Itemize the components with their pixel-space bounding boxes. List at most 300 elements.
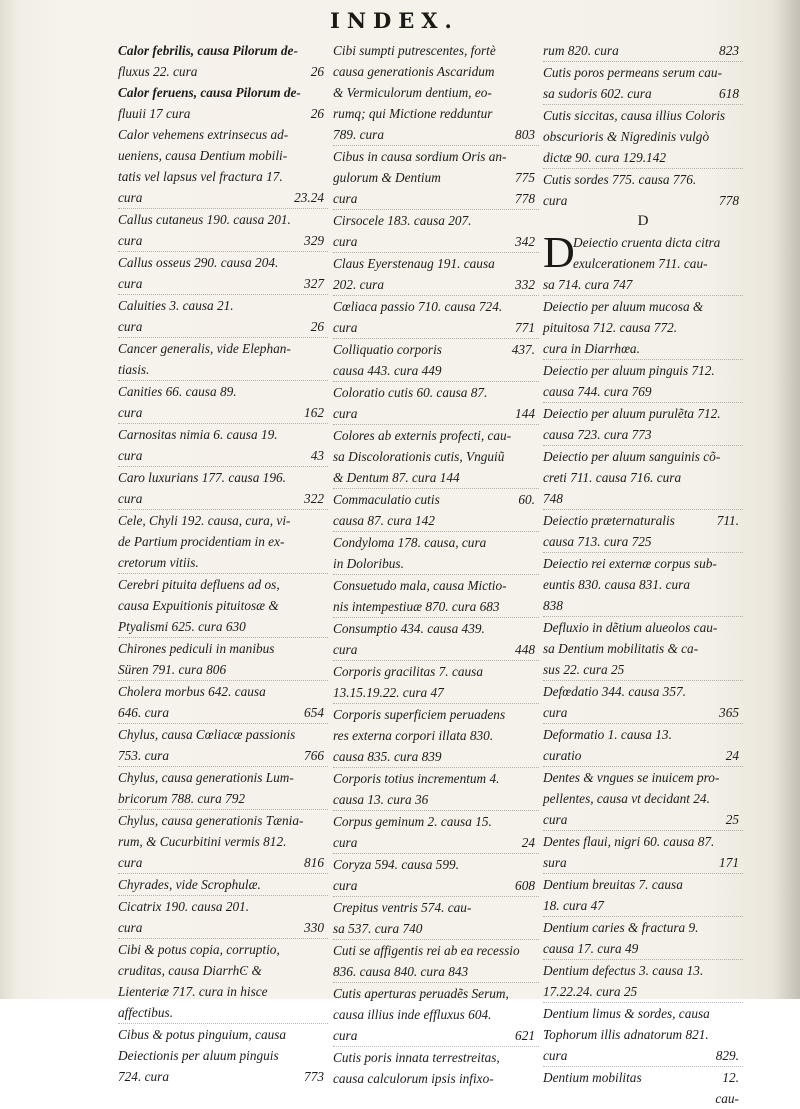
entry-text: Dentium mobilitas (543, 1070, 642, 1085)
index-entry-line (543, 916, 743, 938)
index-entry-line (543, 809, 743, 830)
entry-text: Deformatio 1. causa 13. (543, 727, 672, 742)
index-entry-line (118, 852, 328, 873)
page-reference: 711. (716, 513, 739, 528)
entry-text: in Doloribus. (333, 556, 404, 571)
index-entry-line (118, 552, 328, 573)
page-reference: 342 (515, 234, 535, 249)
index-entry-line (543, 552, 743, 574)
entry-text: Caro luxurians 177. causa 196. (118, 470, 286, 485)
index-entry-line (118, 273, 328, 294)
index-entry-line (118, 380, 328, 402)
entry-text: Cicatrix 190. causa 201. (118, 899, 250, 914)
index-entry-line (333, 767, 539, 789)
entry-text: Deiectio per aluum sanguinis cõ- (543, 449, 721, 464)
index-entry-line (118, 809, 328, 831)
entry-text: causa 723. cura 773 (543, 427, 652, 442)
index-entry-line (333, 553, 539, 574)
index-entry-line (333, 982, 539, 1004)
index-entry-line (118, 208, 328, 230)
index-entry-line (543, 317, 743, 338)
page-reference: 775 (515, 170, 535, 185)
index-entry-line (118, 337, 328, 359)
page-reference: 778 (515, 191, 535, 206)
index-column-2 (333, 40, 539, 1086)
entry-text: Deiectionis per aluum pinguis (118, 1048, 279, 1063)
entry-text: Cutis sordes 775. causa 776. (543, 172, 697, 187)
index-entry-line (333, 40, 539, 61)
index-entry-line (333, 467, 539, 488)
entry-text: Consumptio 434. causa 439. (333, 621, 485, 636)
index-entry-line (333, 746, 539, 767)
index-entry-line (118, 509, 328, 531)
index-entry-line (543, 938, 743, 959)
index-entry-line (333, 961, 539, 982)
entry-text: cura (333, 234, 358, 249)
index-entry-line (118, 445, 328, 466)
page-reference: 329 (304, 233, 324, 248)
index-entry-line (118, 531, 328, 552)
index-entry-line (333, 295, 539, 317)
index-entry-line (333, 209, 539, 231)
entry-text: gulorum & Dentium (333, 170, 441, 185)
index-entry-line (333, 531, 539, 553)
page-reference: 332 (515, 277, 535, 292)
page-reference: 766 (304, 748, 324, 763)
entry-text: 646. cura (118, 705, 169, 720)
entry-text: Deiectio per aluum mucosa & (543, 299, 704, 314)
entry-text: Chylus, causa Cœliacæ passionis (118, 727, 296, 742)
index-entry-line (118, 938, 328, 960)
entry-text: Corporis gracilitas 7. causa (333, 664, 483, 679)
index-entry-line (333, 703, 539, 725)
entry-text: pellentes, causa vt decidant 24. (543, 791, 710, 806)
index-entry-line (543, 445, 743, 467)
entry-text: cura (333, 191, 358, 206)
page-reference: 771 (515, 320, 535, 335)
entry-text: res externa corpori illata 830. (333, 728, 494, 743)
entry-text: causa 13. cura 36 (333, 792, 429, 807)
page-reference: 618 (719, 86, 739, 101)
entry-text: causa illius inde effluxus 604. (333, 1007, 492, 1022)
entry-text: & Vermiculorum dentium, eo- (333, 85, 492, 100)
entry-text: causa calculorum ipsis infixo- (333, 1071, 494, 1086)
entry-text: causa Expuitionis pituitosæ & (118, 598, 279, 613)
index-entry-line (543, 232, 743, 253)
index-entry-line (333, 317, 539, 338)
entry-text: Consuetudo mala, causa Mictio- (333, 578, 507, 593)
index-entry-line (118, 402, 328, 423)
entry-text: Chylus, causa generationis Lum- (118, 770, 294, 785)
entry-text: Chirones pediculi in manibus (118, 641, 275, 656)
entry-text: Deiectio præternaturalis (543, 513, 675, 528)
entry-text: Crepitus ventris 574. cau- (333, 900, 472, 915)
page-reference: 24 (521, 835, 535, 850)
dropcap-letter: D (543, 228, 575, 277)
index-entry-line (118, 723, 328, 745)
index-entry-line (543, 680, 743, 702)
entry-text: 13.15.19.22. cura 47 (333, 685, 444, 700)
entry-text: curatio (543, 748, 582, 763)
entry-text: cura (333, 642, 358, 657)
index-entry-line (333, 124, 539, 145)
entry-text: cura (333, 320, 358, 335)
entry-text: sa Dentium mobilitatis & ca- (543, 641, 699, 656)
index-entry-line (118, 1066, 328, 1087)
entry-text: Coloratio cutis 60. causa 87. (333, 385, 488, 400)
entry-text: Claus Eyerstenaug 191. causa (333, 256, 495, 271)
index-entry-line (543, 147, 743, 168)
index-entry-line (333, 596, 539, 617)
index-entry-line (118, 316, 328, 337)
index-entry-line (333, 231, 539, 252)
entry-text: causa 87. cura 142 (333, 513, 435, 528)
index-entry-line (333, 832, 539, 853)
entry-text: cura (543, 705, 568, 720)
index-entry-line (118, 573, 328, 595)
index-entry-line (118, 145, 328, 166)
index-entry-line (333, 1068, 539, 1089)
entry-text: Cirsocele 183. causa 207. (333, 213, 472, 228)
entry-text: Cibi sumpti putrescentes, fortè (333, 43, 496, 58)
index-entry-line (333, 338, 539, 360)
index-entry-line (333, 510, 539, 531)
entry-text: Lienteriæ 717. cura in hisce (118, 984, 268, 999)
section-letter: D (637, 213, 649, 229)
entry-text: pituitosa 712. causa 772. (543, 320, 678, 335)
entry-text: Colliquatio corporis (333, 342, 442, 357)
entry-text: 836. causa 840. cura 843 (333, 964, 469, 979)
index-entry-line (543, 638, 743, 659)
entry-text: 748 (543, 491, 563, 506)
entry-text: Condyloma 178. causa, cura (333, 535, 487, 550)
entry-text: Caluities 3. causa 21. (118, 298, 234, 313)
index-entry-line (333, 252, 539, 274)
index-entry-line (118, 960, 328, 981)
entry-text: Chylus, causa generationis Tænia- (118, 813, 304, 828)
entry-text: tatis vel lapsus vel fractura 17. (118, 169, 283, 184)
index-entry-line (543, 61, 743, 83)
entry-text: 202. cura (333, 277, 384, 292)
page-reference: 60. (518, 492, 535, 507)
page-reference: 24 (725, 748, 739, 763)
entry-text: rumq; qui Mictione redduntur (333, 106, 493, 121)
index-entry-line (118, 981, 328, 1002)
index-entry-line (333, 188, 539, 209)
entry-text: Cutis siccitas, causa illius Coloris (543, 108, 726, 123)
index-entry-line (543, 531, 743, 552)
index-entry-line (118, 680, 328, 702)
page-reference: 778 (719, 193, 739, 208)
page-reference: 327 (304, 276, 324, 291)
index-entry-line (543, 723, 743, 745)
entry-text: cura (118, 448, 143, 463)
index-entry-line (118, 294, 328, 316)
entry-text: Corporis totius incrementum 4. (333, 771, 500, 786)
page-reference: 437. (511, 342, 535, 357)
index-column-1 (118, 40, 328, 1084)
index-entry-line (118, 1002, 328, 1023)
index-entry-line (118, 637, 328, 659)
index-entry-line (118, 423, 328, 445)
index-entry-line (118, 873, 328, 895)
entry-text: Deiectio cruenta dicta citra (573, 235, 721, 250)
index-entry-line (543, 40, 743, 61)
index-entry-line (118, 1045, 328, 1066)
index-entry-line (543, 981, 743, 1002)
entry-text: 17.22.24. cura 25 (543, 984, 638, 999)
index-entry-line (118, 103, 328, 124)
index-entry-line (333, 1046, 539, 1068)
entry-text: causa 443. cura 449 (333, 363, 442, 378)
entry-text: Defluxio in dẽtium alueolos cau- (543, 620, 718, 635)
entry-text: cura (118, 319, 143, 334)
index-entry-line (333, 274, 539, 295)
entry-text: Cancer generalis, vide Elephan- (118, 341, 291, 356)
entry-text: sa sudoris 602. cura (543, 86, 652, 101)
index-entry-line (543, 766, 743, 788)
index-entry-line (543, 1088, 743, 1109)
entry-text: Canities 66. causa 89. (118, 384, 237, 399)
page-reference: 773 (304, 1069, 324, 1084)
entry-text: Colores ab externis profecti, cau- (333, 428, 512, 443)
entry-text: causa 744. cura 769 (543, 384, 652, 399)
entry-text: fluuii 17 cura (118, 106, 191, 121)
index-entry-line (543, 659, 743, 680)
entry-text: 724. cura (118, 1069, 169, 1084)
entry-text: cura (543, 193, 568, 208)
index-entry-line (118, 766, 328, 788)
page-edge-shadow (774, 0, 800, 999)
index-entry-line (333, 617, 539, 639)
index-column-3 (543, 40, 743, 1106)
entry-text: rum 820. cura (543, 43, 619, 58)
index-entry-line (543, 595, 743, 616)
index-entry-line (543, 1045, 743, 1066)
entry-text: Coryza 594. causa 599. (333, 857, 459, 872)
page-reference: 330 (304, 920, 324, 935)
index-entry-line (333, 939, 539, 961)
index-entry-line (543, 295, 743, 317)
entry-text: Cœliaca passio 710. causa 724. (333, 299, 503, 314)
entry-text: cura (333, 1028, 358, 1043)
page-reference: 171 (719, 855, 739, 870)
entry-text: & Dentum 87. cura 144 (333, 470, 460, 485)
entry-text: de Partium procidentiam in ex- (118, 534, 285, 549)
index-entry-line (333, 682, 539, 703)
index-entry-line (543, 873, 743, 895)
index-entry-line (118, 82, 328, 103)
entry-text: sus 22. cura 25 (543, 662, 625, 677)
page-reference: 654 (304, 705, 324, 720)
index-entry-line (333, 145, 539, 167)
index-entry-line (543, 852, 743, 873)
entry-text: sa 537. cura 740 (333, 921, 423, 936)
index-entry-line (543, 959, 743, 981)
entry-text: Deiectio rei externæ corpus sub- (543, 556, 717, 571)
entry-text: 18. cura 47 (543, 898, 604, 913)
entry-text: Dentium breuitas 7. causa (543, 877, 683, 892)
index-entry-line (333, 1025, 539, 1046)
entry-text: Süren 791. cura 806 (118, 662, 227, 677)
entry-text: 753. cura (118, 748, 169, 763)
index-entry-line (333, 167, 539, 188)
entry-text: cura (118, 920, 143, 935)
index-entry-line (118, 831, 328, 852)
entry-text: Cutis poros permeans serum cau- (543, 65, 723, 80)
entry-text: affectibus. (118, 1005, 174, 1020)
index-entry-line (543, 1002, 743, 1024)
entry-text: cura (118, 190, 143, 205)
page-header: INDEX. (330, 8, 459, 33)
page-reference: 23.24 (294, 190, 324, 205)
index-entry-line (333, 488, 539, 510)
entry-text: Cholera morbus 642. causa (118, 684, 266, 699)
entry-text: cruditas, causa DiarrhϾ & (118, 963, 262, 978)
entry-text: Cutis poris innata terrestreitas, (333, 1050, 500, 1065)
entry-text: Dentium caries & fractura 9. (543, 920, 699, 935)
entry-text: obscurioris & Nigredinis vulgò (543, 129, 710, 144)
page-reference: 144 (515, 406, 535, 421)
entry-text: causa 835. cura 839 (333, 749, 442, 764)
index-entry-line (118, 61, 328, 82)
page-reference: 816 (304, 855, 324, 870)
index-entry-line (118, 230, 328, 251)
index-entry-line (543, 381, 743, 402)
index-entry-line (118, 659, 328, 680)
entry-text: Dentes flaui, nigri 60. causa 87. (543, 834, 715, 849)
index-entry-line (333, 574, 539, 596)
entry-text: 789. cura (333, 127, 384, 142)
index-entry-line (543, 616, 743, 638)
index-entry-line (543, 424, 743, 445)
page-reference: 26 (310, 64, 324, 79)
index-entry-line (333, 82, 539, 103)
entry-text: cura (333, 406, 358, 421)
index-entry-line (333, 446, 539, 467)
page-reference: 365 (719, 705, 739, 720)
entry-text: sa 714. cura 747 (543, 277, 633, 292)
entry-text: Defœdatio 344. causa 357. (543, 684, 686, 699)
index-entry-line (543, 359, 743, 381)
page-reference: 43 (310, 448, 324, 463)
entry-text: cura (543, 1048, 568, 1063)
index-entry-line (118, 187, 328, 208)
page-reference: 26 (310, 319, 324, 334)
index-entry-line (333, 360, 539, 381)
entry-text: cura (543, 812, 568, 827)
page-reference: 162 (304, 405, 324, 420)
page-reference: 621 (515, 1028, 535, 1043)
entry-text: cura (118, 233, 143, 248)
index-entry-line (543, 338, 743, 359)
entry-text: 838 (543, 598, 563, 613)
index-entry-line (543, 83, 743, 104)
entry-text: euntis 830. causa 831. cura (543, 577, 690, 592)
entry-text: creti 711. causa 716. cura (543, 470, 682, 485)
index-entry-line (543, 509, 743, 531)
index-entry-line (118, 166, 328, 187)
index-entry-line (333, 424, 539, 446)
index-entry-line (543, 745, 743, 766)
index-entry-line (333, 853, 539, 875)
index-entry-line (333, 725, 539, 746)
entry-text: Cibus in causa sordium Oris an- (333, 149, 507, 164)
index-entry-line (118, 917, 328, 938)
entry-text: Tophorum illis adnatorum 821. (543, 1027, 709, 1042)
index-entry-line (118, 616, 328, 637)
entry-text: cura (333, 835, 358, 850)
page-reference: 25 (725, 812, 739, 827)
index-entry-line (118, 702, 328, 723)
entry-text: Calor febrilis, causa Pilorum de- (118, 43, 298, 58)
entry-text: fluxus 22. cura (118, 64, 198, 79)
index-entry-line (543, 274, 743, 295)
index-entry-line (118, 40, 328, 61)
entry-text: Corpus geminum 2. causa 15. (333, 814, 492, 829)
index-entry-line (333, 875, 539, 896)
entry-text: ueniens, causa Dentium mobili- (118, 148, 288, 163)
index-entry-line (543, 190, 743, 211)
entry-text: Ptyalismi 625. cura 630 (118, 619, 246, 634)
index-entry-line (118, 124, 328, 145)
entry-text: causa 713. cura 725 (543, 534, 652, 549)
entry-text: causa generationis Ascaridum (333, 64, 495, 79)
index-entry-line (118, 745, 328, 766)
entry-text: sura (543, 855, 567, 870)
entry-text: cura (333, 878, 358, 893)
index-entry-line (333, 639, 539, 660)
entry-text: dictæ 90. cura 129.142 (543, 150, 666, 165)
entry-text: Calor vehemens extrinsecus ad- (118, 127, 289, 142)
entry-text: Carnositas nimia 6. causa 19. (118, 427, 278, 442)
entry-text: Corporis superficiem peruadens (333, 707, 506, 722)
entry-text: sa Discolorationis cutis, Vnguiũ (333, 449, 505, 464)
entry-text: causa 17. cura 49 (543, 941, 639, 956)
index-entry-line (543, 574, 743, 595)
entry-text: Deiectio per aluum purulẽta 712. (543, 406, 721, 421)
entry-text: Calor feruens, causa Pilorum de- (118, 85, 301, 100)
page-reference: 823 (719, 43, 739, 58)
index-entry-line (118, 595, 328, 616)
index-entry-line (118, 1023, 328, 1045)
index-entry-line (543, 126, 743, 147)
entry-text: bricorum 788. cura 792 (118, 791, 246, 806)
index-entry-line (118, 788, 328, 809)
entry-text: Cibus & potus pinguium, causa (118, 1027, 287, 1042)
page-reference: 608 (515, 878, 535, 893)
index-entry-line (333, 660, 539, 682)
index-entry-line (333, 61, 539, 82)
page-reference: 322 (304, 491, 324, 506)
index-entry-line (543, 895, 743, 916)
index-entry-line (333, 381, 539, 403)
entry-text: Cibi & potus copia, corruptio, (118, 942, 280, 957)
index-entry-line (543, 168, 743, 190)
entry-text: Commaculatio cutis (333, 492, 440, 507)
page-reference: 26 (310, 106, 324, 121)
page-reference: cau- (715, 1091, 739, 1106)
entry-text: tiasis. (118, 362, 150, 377)
entry-text: Dentes & vngues se inuicem pro- (543, 770, 720, 785)
entry-text: cura (118, 405, 143, 420)
index-entry-line (543, 788, 743, 809)
index-entry-line (333, 896, 539, 918)
page-reference: 803 (515, 127, 535, 142)
entry-text: Dentium defectus 3. causa 13. (543, 963, 704, 978)
entry-text: Chyrades, vide Scrophulæ. (118, 877, 261, 892)
index-entry-line (333, 789, 539, 810)
